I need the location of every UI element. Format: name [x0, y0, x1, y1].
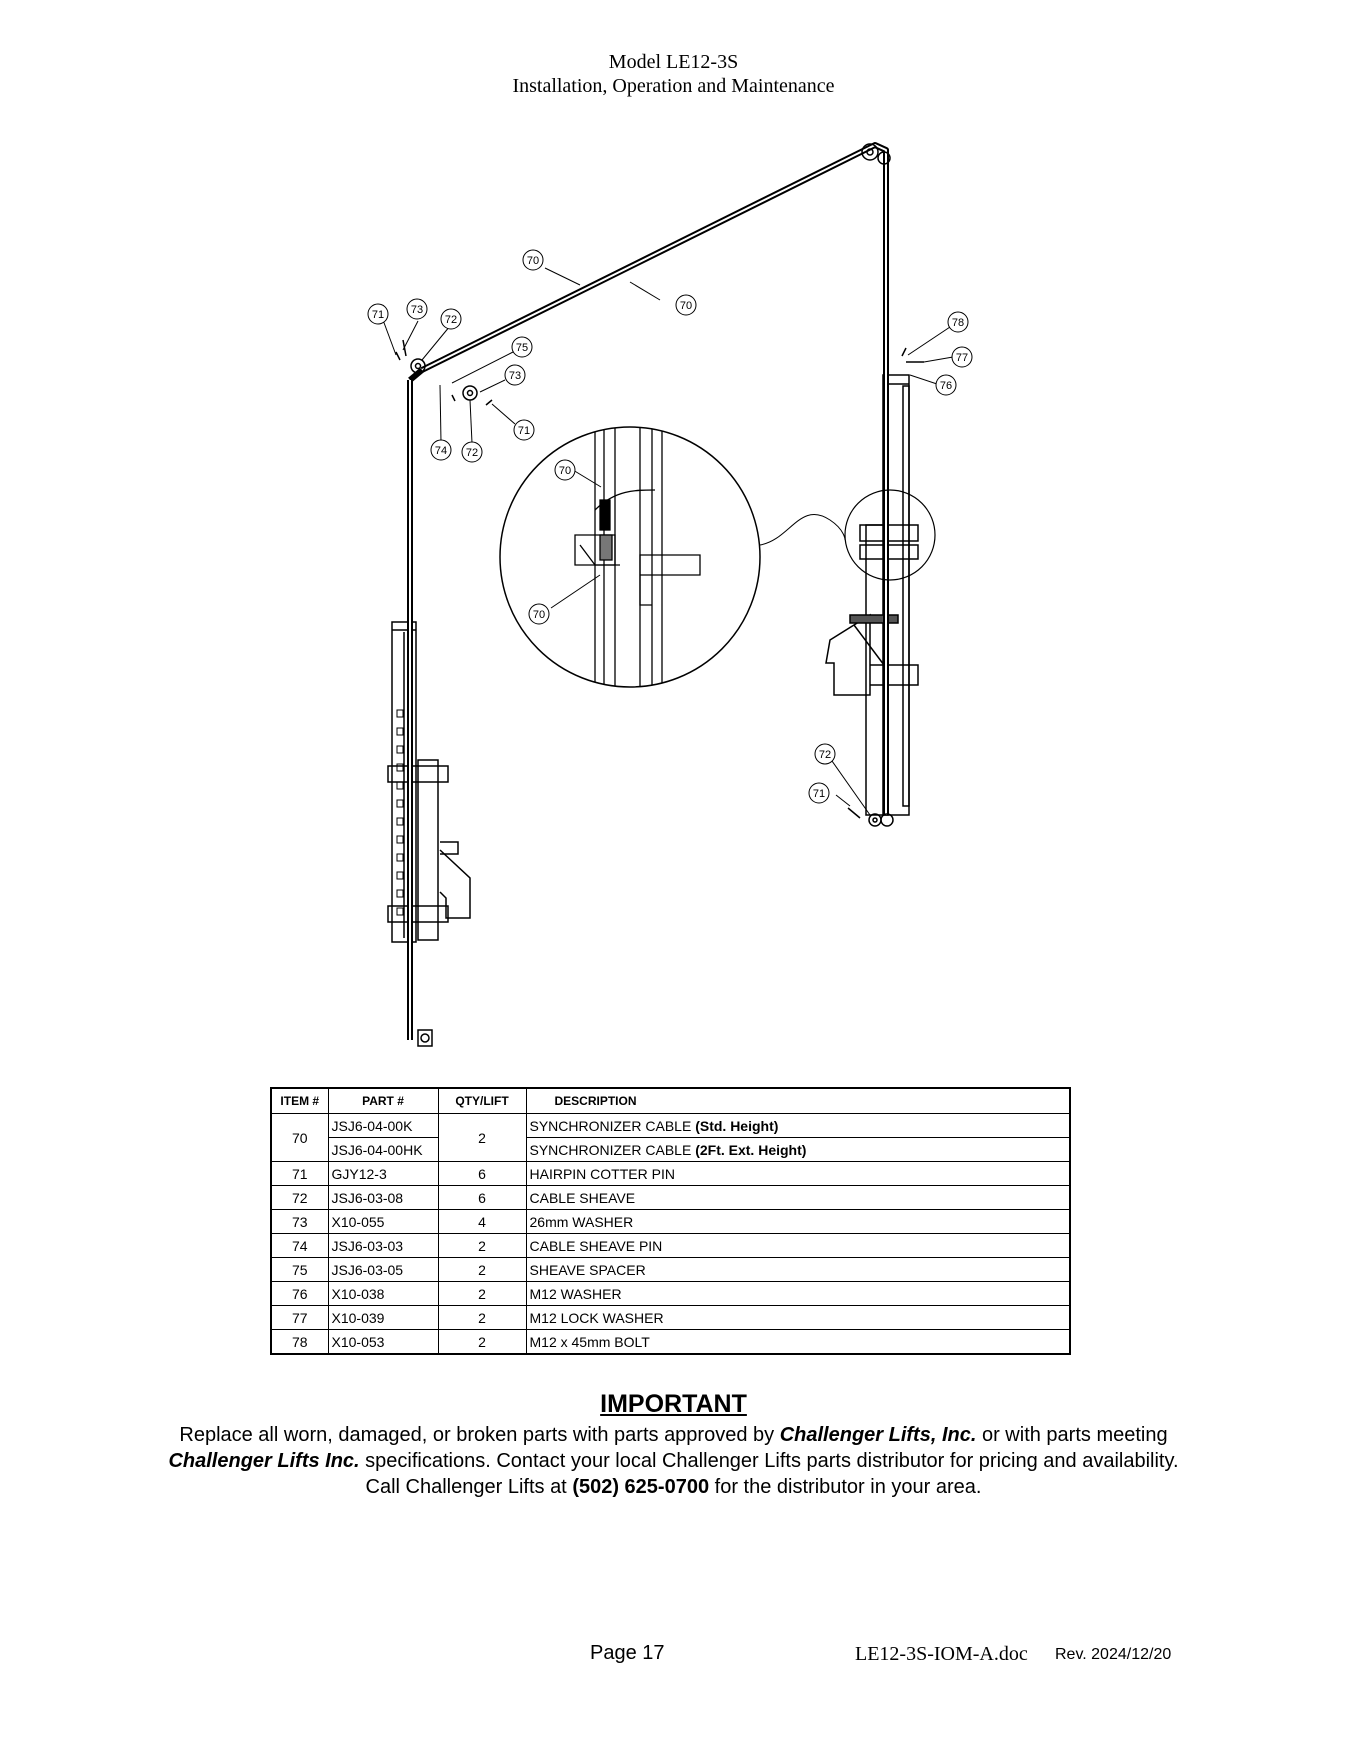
part-number: X10-053 — [328, 1330, 438, 1355]
callout-71 — [368, 304, 388, 324]
parts-table — [270, 1087, 1071, 1355]
description — [526, 1138, 1070, 1162]
callout-label: 71 — [812, 788, 826, 800]
callout-label: 74 — [434, 445, 448, 457]
callout-label: 72 — [444, 314, 458, 326]
item-number: 74 — [271, 1234, 328, 1258]
callout-label: 73 — [410, 304, 424, 316]
callout-label: 70 — [532, 609, 546, 621]
quantity: 2 — [438, 1306, 526, 1330]
header-part: PART # — [328, 1088, 438, 1114]
company-name: Challenger Lifts Inc. — [168, 1450, 360, 1472]
callout-70 — [529, 604, 549, 624]
callout-74 — [431, 440, 451, 460]
table-row — [271, 1282, 1070, 1306]
quantity: 2 — [438, 1114, 526, 1162]
table-row — [271, 1306, 1070, 1330]
description: M12 LOCK WASHER — [526, 1306, 1070, 1330]
notice-text: specifications. Contact your local Challenger Lifts parts distributor for pricing and availability. Call Challenger Lifts at — [359, 1450, 1179, 1498]
notice-text: or with parts meeting — [976, 1424, 1168, 1446]
table-row — [271, 1186, 1070, 1210]
description: SHEAVE SPACER — [526, 1258, 1070, 1282]
header-qty: QTY/LIFT — [438, 1088, 526, 1114]
document-model-title: Model LE12-3S — [608, 51, 739, 73]
quantity: 2 — [438, 1330, 526, 1355]
revision-date: Rev. 2024/12/20 — [1055, 1646, 1172, 1663]
right-column — [826, 375, 918, 815]
part-number: JSJ6-03-05 — [328, 1258, 438, 1282]
table-row — [271, 1258, 1070, 1282]
table-row — [271, 1162, 1070, 1186]
callout-label: 78 — [951, 317, 965, 329]
description: M12 WASHER — [526, 1282, 1070, 1306]
table-row — [271, 1210, 1070, 1234]
callout-label: 72 — [818, 749, 832, 761]
callout-75 — [512, 337, 532, 357]
description-text: SYNCHRONIZER CABLE — [529, 1141, 696, 1158]
part-number: JSJ6-03-08 — [328, 1186, 438, 1210]
part-number: JSJ6-04-00K — [328, 1114, 438, 1138]
item-number: 70 — [271, 1114, 328, 1162]
quantity: 2 — [438, 1234, 526, 1258]
quantity: 2 — [438, 1258, 526, 1282]
description: M12 x 45mm BOLT — [526, 1330, 1070, 1355]
description — [526, 1114, 1070, 1138]
important-notice — [150, 1422, 1197, 1500]
callout-label: 76 — [939, 380, 953, 392]
callout-71 — [514, 420, 534, 440]
callout-label: 70 — [558, 465, 572, 477]
callout-label: 70 — [526, 255, 540, 267]
notice-text: for the distributor in your area. — [709, 1476, 982, 1498]
callout-label: 71 — [517, 425, 531, 437]
callout-72 — [441, 309, 461, 329]
callout-72 — [462, 442, 482, 462]
callout-73 — [407, 299, 427, 319]
document-subtitle: Installation, Operation and Maintenance — [512, 75, 835, 97]
header-item: ITEM # — [271, 1088, 328, 1114]
description-text: SYNCHRONIZER CABLE — [529, 1117, 696, 1134]
left-column — [388, 622, 470, 942]
callout-label: 75 — [515, 342, 529, 354]
page-number: Page 17 — [590, 1642, 665, 1664]
callout-70 — [523, 250, 543, 270]
description: CABLE SHEAVE — [526, 1186, 1070, 1210]
description: CABLE SHEAVE PIN — [526, 1234, 1070, 1258]
part-number: JSJ6-03-03 — [328, 1234, 438, 1258]
part-number: X10-055 — [328, 1210, 438, 1234]
part-number: GJY12-3 — [328, 1162, 438, 1186]
table-row — [271, 1114, 1070, 1138]
callout-70 — [555, 460, 575, 480]
item-number: 78 — [271, 1330, 328, 1355]
important-heading: IMPORTANT — [600, 1390, 747, 1418]
callout-72 — [815, 744, 835, 764]
callout-77 — [952, 347, 972, 367]
part-number: X10-038 — [328, 1282, 438, 1306]
description: 26mm WASHER — [526, 1210, 1070, 1234]
item-number: 72 — [271, 1186, 328, 1210]
notice-text: Replace all worn, damaged, or broken parts with parts approved by — [179, 1424, 780, 1446]
description-bold: (2Ft. Ext. Height) — [695, 1141, 807, 1158]
description-bold: (Std. Height) — [695, 1117, 779, 1134]
parts-table-header-row — [271, 1088, 1070, 1114]
quantity: 4 — [438, 1210, 526, 1234]
callout-label: 70 — [679, 300, 693, 312]
callout-label: 73 — [508, 370, 522, 382]
header-description: DESCRIPTION — [526, 1088, 1070, 1114]
quantity: 6 — [438, 1186, 526, 1210]
table-row — [271, 1234, 1070, 1258]
part-number: JSJ6-04-00HK — [328, 1138, 438, 1162]
quantity: 2 — [438, 1282, 526, 1306]
item-number: 76 — [271, 1282, 328, 1306]
description: HAIRPIN COTTER PIN — [526, 1162, 1070, 1186]
callout-71 — [809, 783, 829, 803]
document-filename: LE12-3S-IOM-A.doc — [855, 1643, 1028, 1665]
callout-76 — [936, 375, 956, 395]
callout-label: 72 — [465, 447, 479, 459]
table-row — [271, 1138, 1070, 1162]
item-number: 75 — [271, 1258, 328, 1282]
callout-70 — [676, 295, 696, 315]
item-number: 77 — [271, 1306, 328, 1330]
callout-label: 77 — [955, 352, 969, 364]
company-name: Challenger Lifts, Inc. — [779, 1424, 977, 1446]
callout-78 — [948, 312, 968, 332]
part-number: X10-039 — [328, 1306, 438, 1330]
table-row — [271, 1330, 1070, 1355]
phone-number: (502) 625-0700 — [572, 1476, 710, 1498]
item-number: 73 — [271, 1210, 328, 1234]
quantity: 6 — [438, 1162, 526, 1186]
callout-73 — [505, 365, 525, 385]
item-number: 71 — [271, 1162, 328, 1186]
callout-label: 71 — [371, 309, 385, 321]
synchronizer-cable-diagram — [0, 120, 1347, 1070]
